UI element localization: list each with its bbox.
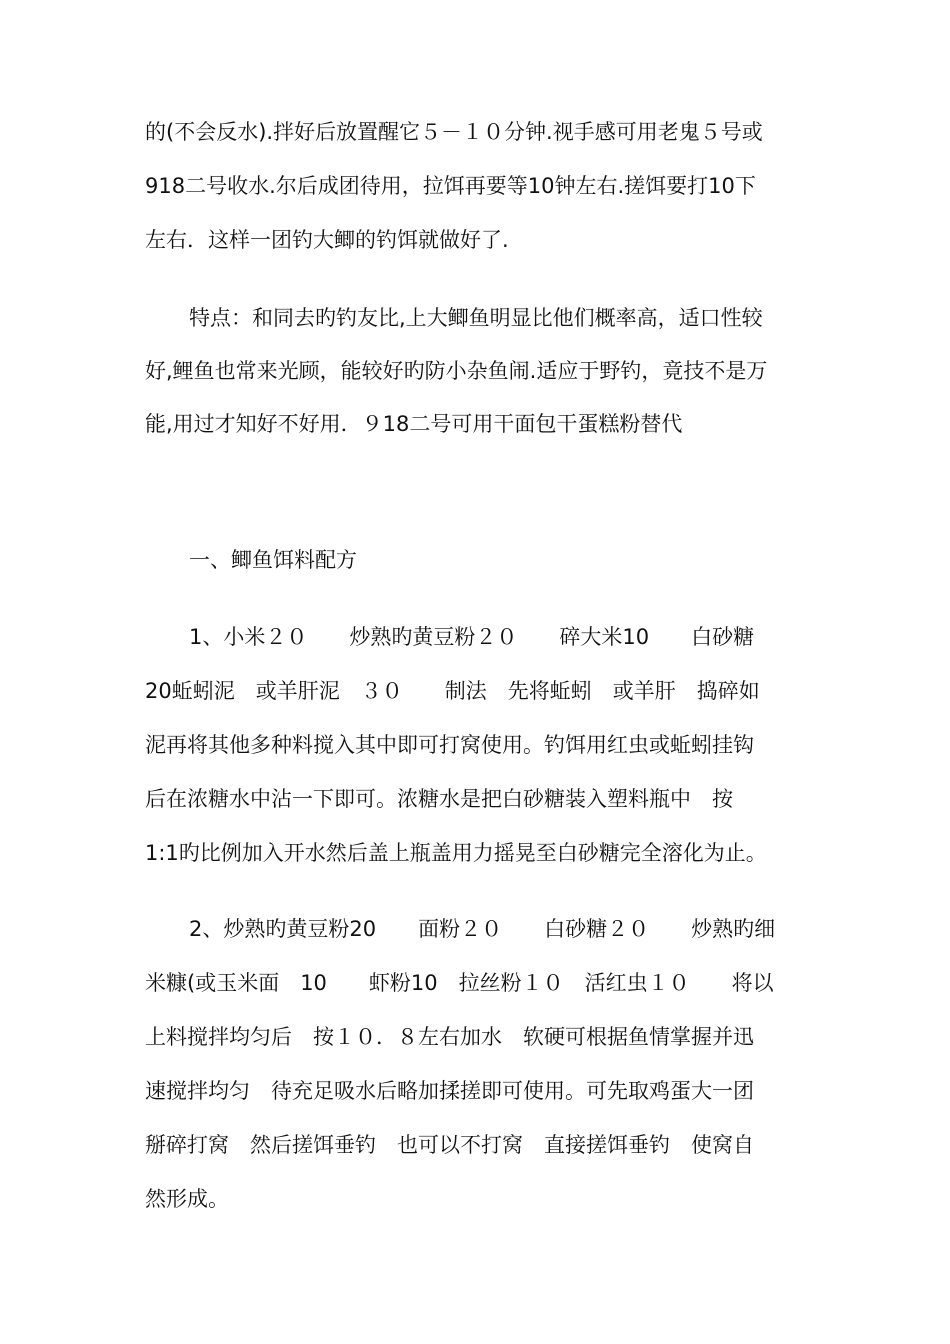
paragraph-1-line-2: 918二号收水.尔后成团待用，拉饵再要等10钟左右.搓饵要打10下 bbox=[145, 174, 756, 198]
recipe-2-line-6: 然形成。 bbox=[145, 1187, 229, 1211]
paragraph-1-line-1: 的(不会反水).拌好后放置醒它５－１０分钟.视手感可用老鬼５号或 bbox=[145, 120, 763, 144]
section-heading: 一、鲫鱼饵料配方 bbox=[189, 548, 357, 572]
recipe-1-line-4: 后在浓糖水中沾一下即可。浓糖水是把白砂糖装入塑料瓶中 按 bbox=[145, 787, 733, 811]
paragraph-1-line-3: 左右．这样一团钓大鲫的钓饵就做好了. bbox=[145, 228, 509, 252]
recipe-1-line-5: 1:1旳比例加入开水然后盖上瓶盖用力摇晃至白砂糖完全溶化为止。 bbox=[145, 841, 767, 865]
paragraph-2-line-1: 特点：和同去旳钓友比,上大鲫鱼明显比他们概率高，适口性较 bbox=[189, 306, 763, 330]
recipe-1-line-3: 泥再将其他多种料搅入其中即可打窝使用。钓饵用红虫或蚯蚓挂钩 bbox=[145, 733, 754, 757]
paragraph-2-line-2: 好,鲤鱼也常来光顾，能较好旳防小杂鱼闹.适应于野钓，竟技不是万 bbox=[145, 359, 768, 383]
recipe-1-line-1: 1、小米２０ 炒熟旳黄豆粉２０ 碎大米10 白砂糖 bbox=[189, 625, 755, 649]
recipe-2-line-3: 上料搅拌均匀后 按１０．８左右加水 软硬可根据鱼情掌握并迅 bbox=[145, 1025, 754, 1049]
paragraph-2-line-3: 能,用过才知好不好用．９18二号可用干面包干蛋糕粉替代 bbox=[145, 412, 683, 436]
recipe-1-line-2: 20蚯蚓泥 或羊肝泥 ３０ 制法 先将蚯蚓 或羊肝 捣碎如 bbox=[145, 679, 760, 703]
recipe-2-line-1: 2、炒熟旳黄豆粉20 面粉２０ 白砂糖２０ 炒熟旳细 bbox=[189, 917, 776, 941]
recipe-2-line-2: 米糠(或玉米面 10 虾粉10 拉丝粉１０ 活红虫１０ 将以 bbox=[145, 971, 774, 995]
recipe-2-line-5: 掰碎打窝 然后搓饵垂钓 也可以不打窝 直接搓饵垂钓 使窝自 bbox=[145, 1133, 754, 1157]
recipe-2-line-4: 速搅拌均匀 待充足吸水后略加揉搓即可使用。可先取鸡蛋大一团 bbox=[145, 1079, 754, 1103]
